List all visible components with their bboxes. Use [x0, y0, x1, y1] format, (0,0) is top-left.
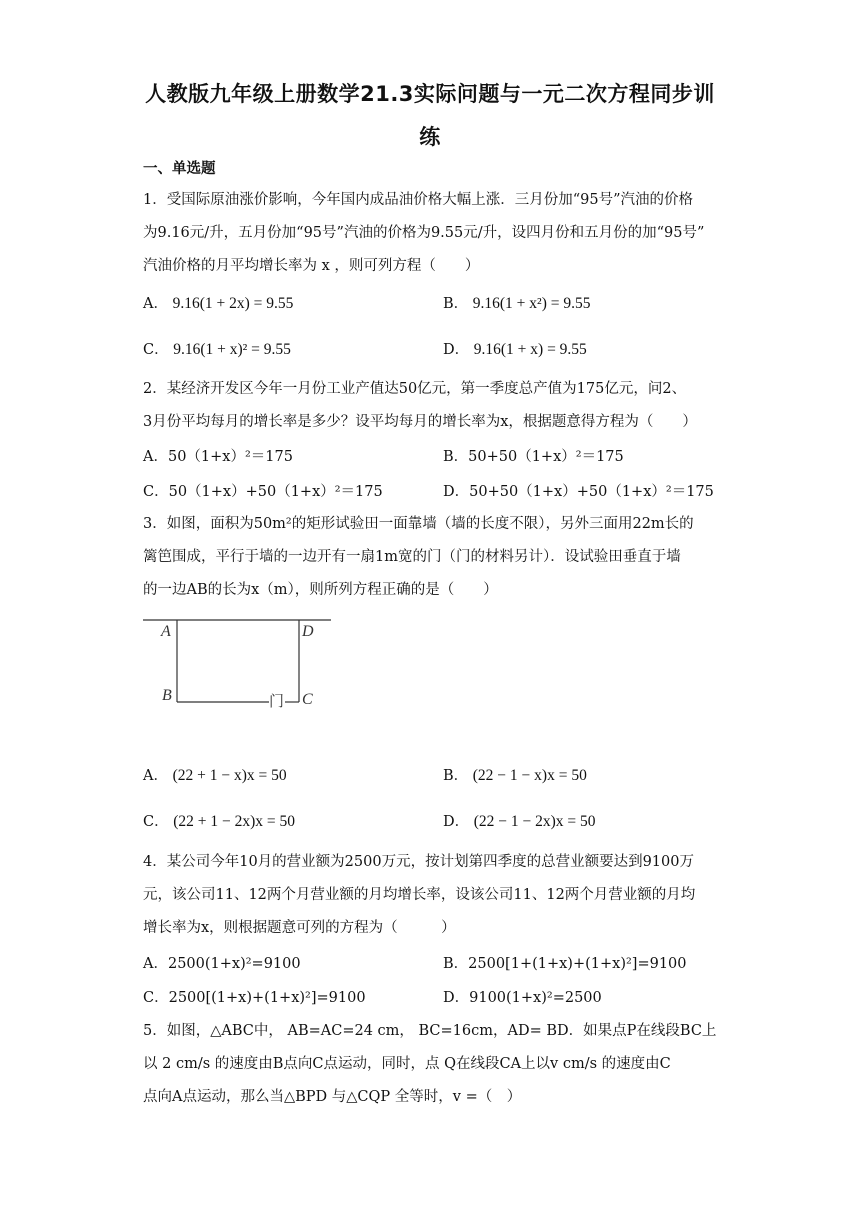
q3-stem-line3: 的一边AB的长为x（m），则所列方程正确的是（ ）: [143, 582, 498, 598]
q1-option-a-equation: 9.16(1 + 2x) = 9.55: [172, 295, 294, 312]
q3-option-b-label: B．: [443, 768, 469, 784]
q1-option-a: [143, 292, 293, 313]
q1-option-d-label: D．: [443, 342, 470, 358]
q3-option-b-equation: (22 − 1 − x)x = 50: [472, 767, 587, 784]
q4-option-a: A．2500(1+x)²=9100: [143, 956, 301, 972]
q1-option-b-equation: 9.16(1 + x²) = 9.55: [472, 295, 591, 312]
q1-option-c-label: C．: [143, 342, 169, 358]
q2-option-c: C．50（1+x）+50（1+x）²＝175: [143, 484, 383, 500]
q4-option-c: C．2500[(1+x)+(1+x)²]=9100: [143, 990, 366, 1006]
q4-stem-line3: 增长率为x，则根据题意可列的方程为（ ）: [143, 920, 456, 936]
q3-stem-line2: 篱笆围成，平行于墙的一边开有一扇1m宽的门（门的材料另计）．设试验田垂直于墙: [143, 549, 681, 565]
q4-stem-line1: 4．某公司今年10月的营业额为2500万元，按计划第四季度的总营业额要达到9100万: [143, 854, 694, 870]
q1-option-c-equation: 9.16(1 + x)² = 9.55: [173, 341, 291, 358]
q2-stem-line1: 2．某经济开发区今年一月份工业产值达50亿元，第一季度总产值为175亿元，问2、: [143, 381, 687, 397]
q3-option-c: [143, 810, 295, 831]
section-heading: 一、单选题: [143, 161, 216, 177]
q3-option-d: [443, 810, 596, 831]
q3-option-d-label: D．: [443, 814, 470, 830]
q1-option-a-label: A．: [143, 296, 168, 312]
q2-stem-line2: 3月份平均每月的增长率是多少？设平均每月的增长率为x，根据题意得方程为（ ）: [143, 414, 697, 430]
label-a: A: [161, 623, 171, 640]
q5-stem-line3: 点向A点运动，那么当△BPD 与△CQP 全等时，v =（ ）: [143, 1089, 522, 1105]
q3-option-a-label: A．: [143, 768, 168, 784]
q3-stem-line1: 3．如图，面积为50m²的矩形试验田一面靠墙（墙的长度不限），另外三面用22m长的: [143, 516, 694, 532]
door-label: 门: [269, 692, 285, 710]
q3-option-b: [443, 764, 587, 785]
q1-option-b: [443, 292, 590, 313]
q3-option-c-equation: (22 + 1 − 2x)x = 50: [173, 813, 296, 830]
q5-stem-line1: 5．如图，△ABC中， AB=AC=24 cm， BC=16cm，AD= BD．如果点P在线段BC上: [143, 1023, 717, 1039]
q3-option-d-equation: (22 − 1 − 2x)x = 50: [473, 813, 596, 830]
q1-option-b-label: B．: [443, 296, 469, 312]
q3-option-a: [143, 764, 287, 785]
label-c: C: [302, 691, 313, 708]
q3-option-a-equation: (22 + 1 − x)x = 50: [172, 767, 287, 784]
q2-option-d: D．50+50（1+x）+50（1+x）²＝175: [443, 484, 714, 500]
rectangle-field-figure: [143, 612, 343, 712]
q5-stem-line2: 以 2 cm/s 的速度由B点向C点运动，同时，点 Q在线段CA上以v cm/s 的速度由C: [143, 1056, 671, 1072]
q1-option-c: [143, 338, 291, 359]
q3-option-c-label: C．: [143, 814, 169, 830]
q2-option-a: A．50（1+x）²＝175: [143, 449, 293, 465]
q4-option-b: B．2500[1+(1+x)+(1+x)²]=9100: [443, 956, 687, 972]
q4-option-d: D．9100(1+x)²=2500: [443, 990, 602, 1006]
q1-option-d-equation: 9.16(1 + x) = 9.55: [473, 341, 587, 358]
q1-option-d: [443, 338, 587, 359]
document-title-line2: 练: [419, 125, 441, 149]
q1-stem-line3: 汽油价格的月平均增长率为 x ，则可列方程（ ）: [143, 258, 480, 274]
q1-stem-line2: 为9.16元/升，五月份加“95号”汽油的价格为9.55元/升，设四月份和五月份的加“95号”: [143, 225, 705, 241]
label-d: D: [302, 623, 314, 640]
label-b: B: [162, 687, 172, 704]
q2-option-b: B．50+50（1+x）²＝175: [443, 449, 624, 465]
q1-stem-line1: 1．受国际原油涨价影响，今年国内成品油价格大幅上涨．三月份加“95号”汽油的价格: [143, 192, 693, 208]
q4-stem-line2: 元，该公司11、12两个月营业额的月均增长率，设该公司11、12两个月营业额的月均: [143, 887, 696, 903]
document-title-line1: 人教版九年级上册数学21.3实际问题与一元二次方程同步训: [145, 82, 715, 106]
